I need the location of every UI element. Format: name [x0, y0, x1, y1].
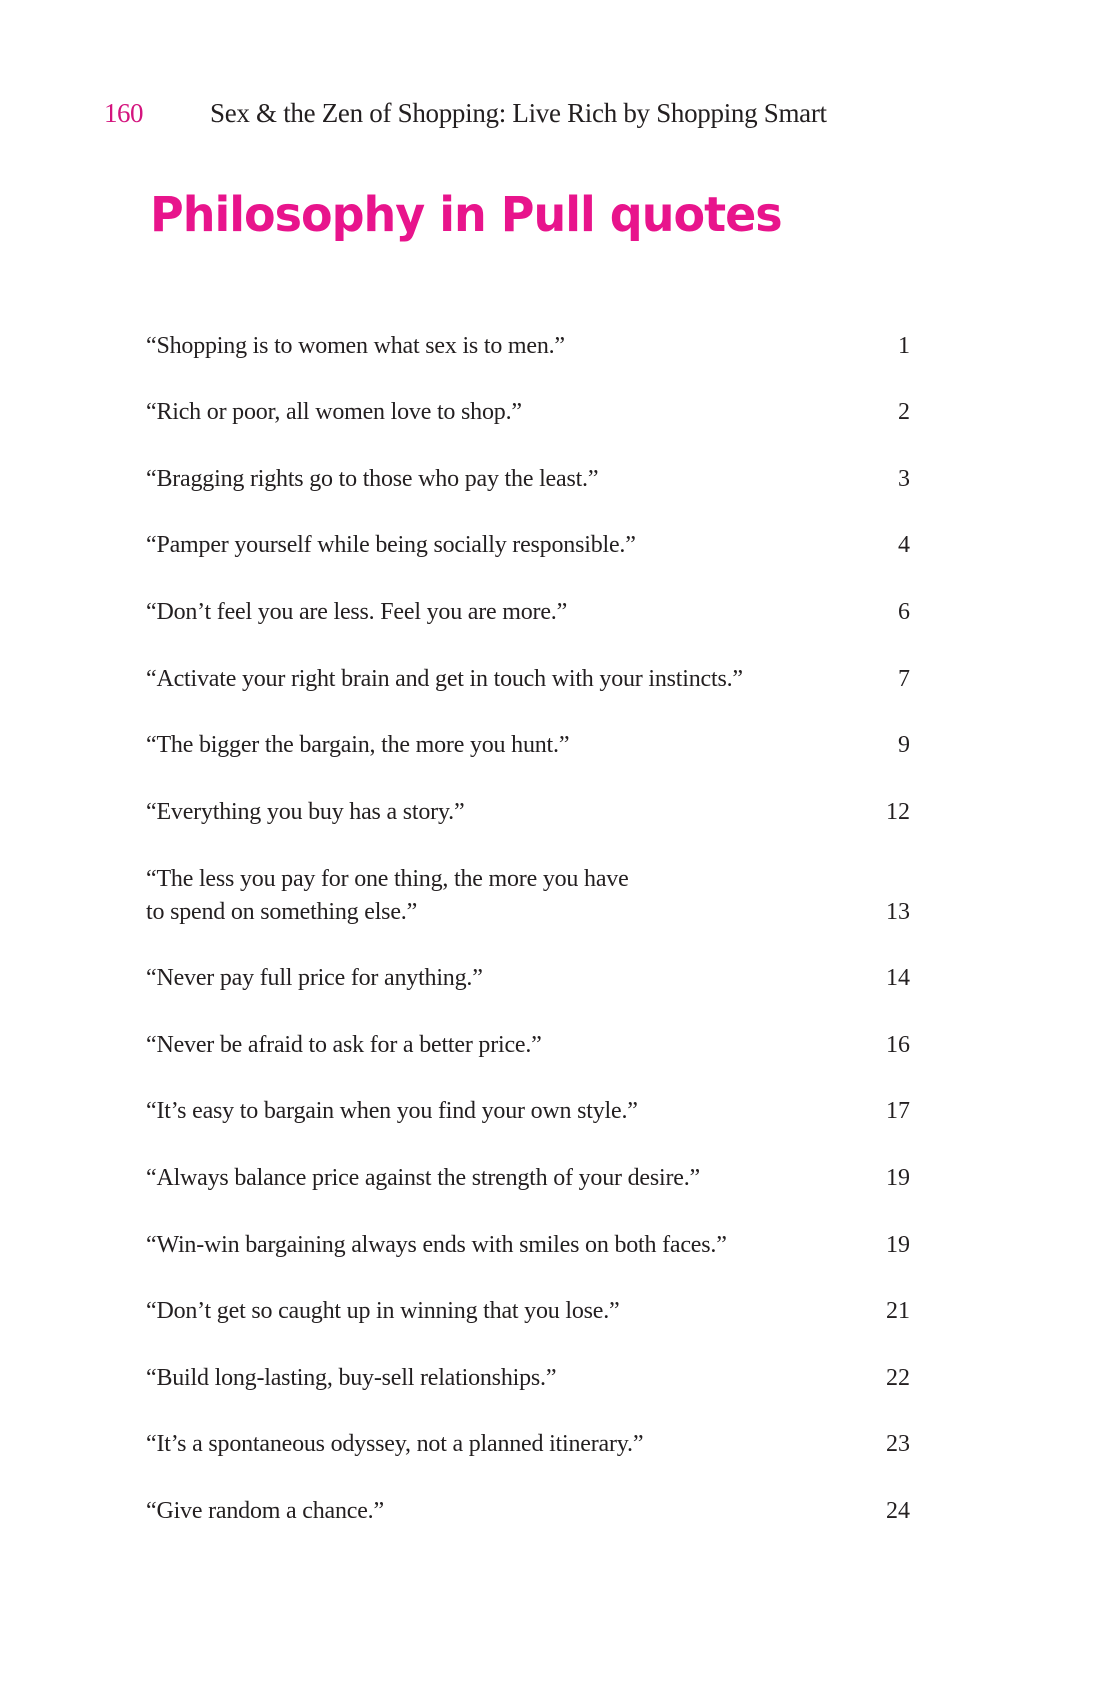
quote-row [146, 1211, 910, 1278]
quote-page-number: 19 [886, 1165, 910, 1192]
quote-text: “Shopping is to women what sex is to men.” [146, 332, 565, 359]
quote-text-line-1: “The less you pay for one thing, the more you have [146, 865, 629, 892]
quote-text: “Activate your right brain and get in touch with your instincts.” [146, 665, 743, 692]
quote-row [146, 778, 910, 845]
quote-page-number: 9 [898, 732, 910, 759]
quote-text: “Never pay full price for anything.” [146, 965, 483, 992]
section-title: Philosophy in Pull quotes [150, 185, 782, 243]
quote-page-number: 13 [886, 898, 910, 925]
quote-row [146, 379, 910, 446]
quote-row [146, 645, 910, 712]
quote-text: “Build long-lasting, buy-sell relationships.” [146, 1364, 557, 1391]
quote-page-number: 24 [886, 1497, 910, 1524]
running-header [104, 98, 827, 132]
book-title: Sex & the Zen of Shopping: Live Rich by Shopping Smart [210, 98, 827, 128]
quote-text: “Give random a chance.” [146, 1497, 384, 1524]
quote-text: “Don’t get so caught up in winning that you lose.” [146, 1298, 620, 1325]
pull-quote-list [146, 312, 910, 1544]
quote-row [146, 1278, 910, 1345]
quote-text [146, 863, 629, 945]
quote-page-number: 3 [898, 465, 910, 492]
quote-row [146, 445, 910, 512]
quote-page-number: 22 [886, 1364, 910, 1391]
quote-row [146, 512, 910, 579]
quote-page-number: 2 [898, 399, 910, 426]
quote-text: “It’s a spontaneous odyssey, not a planned itinerary.” [146, 1431, 644, 1458]
quote-row [146, 578, 910, 645]
quote-text: “Everything you buy has a story.” [146, 798, 465, 825]
quote-page-number: 4 [898, 532, 910, 559]
quote-row [146, 1011, 910, 1078]
quote-page-number: 23 [886, 1431, 910, 1458]
quote-row [146, 1477, 910, 1544]
quote-page-number: 19 [886, 1231, 910, 1258]
quote-row [146, 312, 910, 379]
quote-text: “Pamper yourself while being socially responsible.” [146, 532, 636, 559]
quote-text: “It’s easy to bargain when you find your own style.” [146, 1098, 638, 1125]
quote-text: “Don’t feel you are less. Feel you are more.” [146, 598, 568, 625]
quote-page-number: 17 [886, 1098, 910, 1125]
quote-text: “Win-win bargaining always ends with smiles on both faces.” [146, 1231, 727, 1258]
quote-page-number: 1 [898, 332, 910, 359]
quote-row [146, 712, 910, 779]
quote-text: “Always balance price against the strength of your desire.” [146, 1165, 700, 1192]
page-number: 160 [104, 98, 143, 128]
quote-row [146, 845, 910, 945]
quote-page-number: 12 [886, 798, 910, 825]
quote-text: “Rich or poor, all women love to shop.” [146, 399, 522, 426]
quote-page-number: 14 [886, 965, 910, 992]
quote-page-number: 7 [898, 665, 910, 692]
quote-page-number: 6 [898, 598, 910, 625]
quote-row [146, 945, 910, 1012]
quote-page-number: 21 [886, 1298, 910, 1325]
quote-row [146, 1144, 910, 1211]
quote-text: “The bigger the bargain, the more you hunt.” [146, 732, 570, 759]
quote-page-number: 16 [886, 1031, 910, 1058]
quote-text: “Bragging rights go to those who pay the least.” [146, 465, 599, 492]
quote-row [146, 1078, 910, 1145]
quote-row [146, 1344, 910, 1411]
quote-row [146, 1411, 910, 1478]
quote-text: “Never be afraid to ask for a better price.” [146, 1031, 542, 1058]
quote-text-line-2: to spend on something else.” [146, 898, 418, 925]
